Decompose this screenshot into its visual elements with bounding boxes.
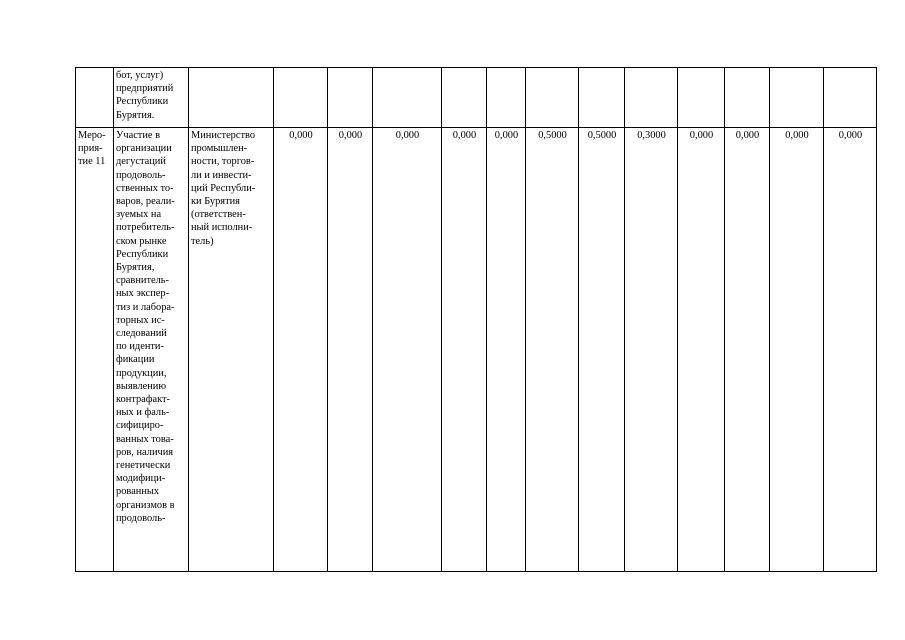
value-cell — [625, 68, 678, 128]
value-cell: 0,000 — [824, 128, 877, 572]
executor-cell — [189, 68, 274, 128]
executor-cell: Министерство промышлен- ности, торгов- ли и инвести- ций Республи- ки Бурятия (ответствен- ный исполни- тель) — [189, 128, 274, 572]
value-cell: 0,000 — [373, 128, 442, 572]
value-cell: 0,3000 — [625, 128, 678, 572]
row-label-cell: Меро- прия- тие 11 — [76, 128, 114, 572]
value-cell — [824, 68, 877, 128]
value-cell: 0,000 — [328, 128, 373, 572]
description-cell: бот, услуг) предприятий Республики Бурятия. — [114, 68, 189, 128]
value-cell — [579, 68, 625, 128]
value-cell — [487, 68, 526, 128]
value-cell — [442, 68, 487, 128]
value-cell: 0,5000 — [526, 128, 579, 572]
value-cell: 0,000 — [274, 128, 328, 572]
value-cell: 0,5000 — [579, 128, 625, 572]
table-row — [76, 128, 877, 572]
value-cell — [725, 68, 770, 128]
value-cell: 0,000 — [678, 128, 725, 572]
row-label-cell — [76, 68, 114, 128]
budget-table — [75, 67, 877, 572]
value-cell: 0,000 — [770, 128, 824, 572]
value-cell: 0,000 — [442, 128, 487, 572]
value-cell: 0,000 — [487, 128, 526, 572]
value-cell — [526, 68, 579, 128]
value-cell — [678, 68, 725, 128]
value-cell: 0,000 — [725, 128, 770, 572]
value-cell — [328, 68, 373, 128]
value-cell — [373, 68, 442, 128]
description-cell: Участие в организации дегустаций продоволь- ственных то- варов, реали- зуемых на потребитель- ском рынке Республики Бурятия, сравнитель- ных экспер- тиз и лабора- торных ис- следований по иденти- фикации продукции, выявлению контрафакт- ных и фаль- сифициро- ванных това- ров, наличия генетически модифици- рованных организмов в продоволь- — [114, 128, 189, 572]
table-row — [76, 68, 877, 128]
value-cell — [770, 68, 824, 128]
value-cell — [274, 68, 328, 128]
